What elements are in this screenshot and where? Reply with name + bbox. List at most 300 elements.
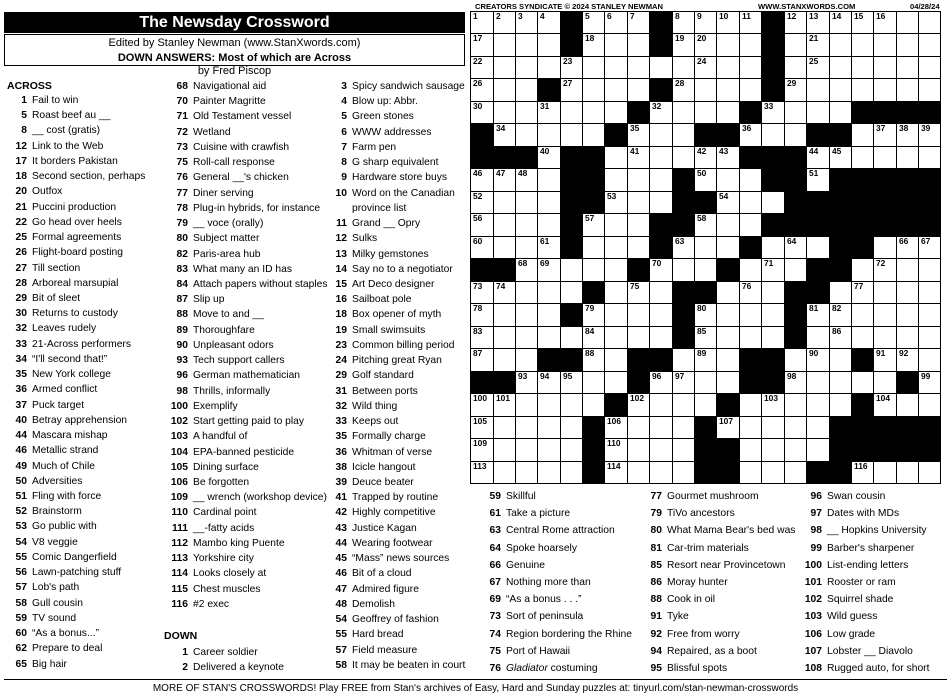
grid-cell[interactable]	[604, 281, 628, 304]
clue-item[interactable]	[164, 369, 300, 382]
clue-item[interactable]	[7, 429, 108, 442]
grid-cell[interactable]	[649, 281, 673, 304]
grid-cell[interactable]	[896, 461, 919, 484]
clue-item[interactable]	[327, 308, 441, 321]
grid-cell[interactable]	[672, 461, 695, 484]
clue-item[interactable]	[638, 524, 795, 537]
clue-item[interactable]	[327, 430, 426, 443]
grid-cell[interactable]	[784, 11, 807, 34]
clue-item[interactable]	[327, 156, 438, 169]
grid-cell[interactable]	[694, 11, 717, 34]
grid-cell[interactable]	[470, 78, 494, 102]
grid-cell[interactable]	[896, 326, 919, 349]
grid-cell[interactable]	[627, 191, 650, 214]
grid-cell[interactable]	[918, 281, 941, 304]
grid-cell[interactable]	[649, 303, 673, 327]
grid-cell[interactable]	[873, 146, 897, 169]
grid-cell[interactable]	[604, 236, 628, 259]
clue-item[interactable]	[7, 490, 101, 503]
grid-cell[interactable]	[694, 33, 717, 57]
grid-cell[interactable]	[918, 461, 941, 484]
clue-item[interactable]	[164, 522, 254, 535]
grid-cell[interactable]	[829, 78, 852, 102]
grid-cell[interactable]	[627, 303, 650, 327]
clue-item[interactable]	[327, 141, 396, 154]
grid-cell[interactable]	[873, 461, 897, 484]
clue-item[interactable]	[327, 491, 438, 504]
grid-cell[interactable]	[649, 168, 673, 192]
grid-cell[interactable]	[672, 33, 695, 57]
grid-cell[interactable]	[515, 101, 538, 124]
grid-cell[interactable]	[515, 438, 538, 462]
grid-cell[interactable]	[761, 416, 785, 439]
clue-item[interactable]	[327, 659, 465, 672]
clue-item[interactable]	[481, 576, 591, 589]
grid-cell[interactable]	[604, 146, 628, 169]
clue-item[interactable]	[481, 628, 632, 641]
clue-item[interactable]	[164, 415, 304, 428]
grid-cell[interactable]	[493, 78, 516, 102]
clue-item[interactable]	[638, 576, 728, 589]
clue-item[interactable]	[638, 645, 757, 658]
grid-cell[interactable]	[806, 303, 830, 327]
grid-cell[interactable]	[829, 326, 852, 349]
grid-cell[interactable]	[716, 416, 740, 439]
grid-cell[interactable]	[784, 123, 807, 147]
grid-cell[interactable]	[493, 123, 516, 147]
grid-cell[interactable]	[560, 56, 583, 79]
grid-cell[interactable]	[739, 168, 762, 192]
grid-cell[interactable]	[896, 123, 919, 147]
grid-cell[interactable]	[582, 33, 605, 57]
grid-cell[interactable]	[739, 191, 762, 214]
grid-cell[interactable]	[918, 348, 941, 372]
grid-cell[interactable]	[672, 146, 695, 169]
grid-cell[interactable]	[784, 56, 807, 79]
clue-item[interactable]	[327, 95, 418, 108]
grid-cell[interactable]	[829, 146, 852, 169]
clue-item[interactable]	[481, 610, 583, 623]
grid-cell[interactable]	[493, 11, 516, 34]
grid-cell[interactable]	[873, 348, 897, 372]
clue-item[interactable]	[164, 385, 270, 398]
clue-item[interactable]	[7, 505, 82, 518]
grid-cell[interactable]	[515, 281, 538, 304]
clue-item[interactable]	[638, 610, 689, 623]
clue-item[interactable]	[796, 542, 914, 555]
clue-item[interactable]	[164, 308, 264, 321]
grid-cell[interactable]	[851, 78, 874, 102]
clue-item[interactable]	[327, 567, 412, 580]
clue-item[interactable]	[164, 476, 249, 489]
clue-item[interactable]	[164, 552, 254, 565]
clue-item[interactable]	[327, 644, 417, 657]
clue-item[interactable]	[796, 559, 908, 572]
clue-item[interactable]	[164, 354, 285, 367]
clue-item[interactable]	[164, 278, 328, 291]
clue-item[interactable]	[7, 368, 111, 381]
clue-item[interactable]	[327, 506, 436, 519]
grid-cell[interactable]	[873, 33, 897, 57]
grid-cell[interactable]	[716, 168, 740, 192]
clue-item[interactable]	[164, 430, 247, 443]
grid-cell[interactable]	[515, 236, 538, 259]
clue-item[interactable]	[7, 551, 117, 564]
grid-cell[interactable]	[515, 213, 538, 237]
grid-cell[interactable]	[806, 146, 830, 169]
clue-item[interactable]	[327, 461, 416, 474]
clue-item[interactable]	[7, 277, 118, 290]
clue-item[interactable]	[7, 201, 116, 214]
grid-cell[interactable]	[694, 393, 717, 417]
grid-cell[interactable]	[829, 348, 852, 372]
grid-cell[interactable]	[604, 258, 628, 282]
clue-item[interactable]	[796, 490, 885, 503]
grid-cell[interactable]	[739, 438, 762, 462]
grid-cell[interactable]	[627, 438, 650, 462]
grid-cell[interactable]	[784, 438, 807, 462]
grid-cell[interactable]	[896, 348, 919, 372]
clue-item[interactable]	[164, 187, 254, 200]
clue-item[interactable]	[7, 338, 131, 351]
grid-cell[interactable]	[784, 371, 807, 394]
clue-item[interactable]	[327, 628, 404, 641]
grid-cell[interactable]	[761, 236, 785, 259]
grid-cell[interactable]	[694, 78, 717, 102]
grid-cell[interactable]	[918, 33, 941, 57]
grid-cell[interactable]	[806, 56, 830, 79]
grid-cell[interactable]	[537, 11, 561, 34]
grid-cell[interactable]	[918, 78, 941, 102]
grid-cell[interactable]	[851, 56, 874, 79]
grid-cell[interactable]	[493, 393, 516, 417]
clue-item[interactable]	[327, 369, 414, 382]
grid-cell[interactable]	[649, 123, 673, 147]
grid-cell[interactable]	[896, 78, 919, 102]
clue-item[interactable]	[481, 645, 570, 658]
grid-cell[interactable]	[470, 213, 494, 237]
grid-cell[interactable]	[560, 78, 583, 102]
grid-cell[interactable]	[716, 371, 740, 394]
clue-item[interactable]	[164, 263, 292, 276]
clue-item[interactable]	[164, 141, 289, 154]
grid-cell[interactable]	[873, 371, 897, 394]
grid-cell[interactable]	[604, 101, 628, 124]
grid-cell[interactable]	[784, 33, 807, 57]
grid-cell[interactable]	[806, 348, 830, 372]
grid-cell[interactable]	[918, 236, 941, 259]
grid-cell[interactable]	[582, 123, 605, 147]
grid-cell[interactable]	[918, 123, 941, 147]
clue-item[interactable]	[327, 263, 453, 276]
grid-cell[interactable]	[470, 11, 494, 34]
grid-cell[interactable]	[649, 191, 673, 214]
grid-cell[interactable]	[806, 326, 830, 349]
clue-item[interactable]	[7, 94, 78, 107]
grid-cell[interactable]	[493, 236, 516, 259]
grid-cell[interactable]	[649, 101, 673, 124]
grid-cell[interactable]	[604, 33, 628, 57]
grid-cell[interactable]	[873, 303, 897, 327]
grid-cell[interactable]	[829, 393, 852, 417]
grid-cell[interactable]	[537, 146, 561, 169]
grid-cell[interactable]	[739, 326, 762, 349]
grid-cell[interactable]	[716, 101, 740, 124]
grid-cell[interactable]	[694, 371, 717, 394]
grid-cell[interactable]	[851, 326, 874, 349]
grid-cell[interactable]	[918, 146, 941, 169]
grid-cell[interactable]	[896, 303, 919, 327]
grid-cell[interactable]	[537, 258, 561, 282]
clue-item[interactable]	[164, 232, 259, 245]
grid-cell[interactable]	[761, 461, 785, 484]
grid-cell[interactable]	[515, 258, 538, 282]
grid-cell[interactable]	[694, 56, 717, 79]
grid-cell[interactable]	[582, 78, 605, 102]
grid-cell[interactable]	[493, 461, 516, 484]
grid-cell[interactable]	[918, 393, 941, 417]
clue-item[interactable]	[7, 124, 100, 137]
grid-cell[interactable]	[739, 33, 762, 57]
grid-cell[interactable]	[582, 213, 605, 237]
grid-cell[interactable]	[604, 371, 628, 394]
grid-cell[interactable]	[806, 393, 830, 417]
clue-item[interactable]	[164, 661, 284, 674]
grid-cell[interactable]	[560, 371, 583, 394]
grid-cell[interactable]	[515, 326, 538, 349]
grid-cell[interactable]	[515, 56, 538, 79]
grid-cell[interactable]	[560, 258, 583, 282]
grid-cell[interactable]	[493, 191, 516, 214]
grid-cell[interactable]	[896, 33, 919, 57]
grid-cell[interactable]	[470, 56, 494, 79]
grid-cell[interactable]	[918, 326, 941, 349]
grid-cell[interactable]	[739, 213, 762, 237]
grid-cell[interactable]	[739, 258, 762, 282]
grid-cell[interactable]	[627, 281, 650, 304]
grid-cell[interactable]	[493, 438, 516, 462]
grid-cell[interactable]	[694, 236, 717, 259]
grid-cell[interactable]	[470, 33, 494, 57]
grid-cell[interactable]	[493, 281, 516, 304]
grid-cell[interactable]	[604, 78, 628, 102]
grid-cell[interactable]	[515, 11, 538, 34]
grid-cell[interactable]	[515, 393, 538, 417]
clue-item[interactable]	[7, 170, 145, 183]
grid-cell[interactable]	[739, 11, 762, 34]
clue-item[interactable]	[164, 491, 327, 504]
grid-cell[interactable]	[829, 303, 852, 327]
grid-cell[interactable]	[627, 78, 650, 102]
grid-cell[interactable]	[716, 348, 740, 372]
grid-cell[interactable]	[873, 123, 897, 147]
grid-cell[interactable]	[537, 461, 561, 484]
grid-cell[interactable]	[470, 416, 494, 439]
grid-cell[interactable]	[761, 191, 785, 214]
clue-item[interactable]	[7, 475, 82, 488]
grid-cell[interactable]	[627, 11, 650, 34]
grid-cell[interactable]	[537, 303, 561, 327]
grid-cell[interactable]	[761, 123, 785, 147]
grid-cell[interactable]	[515, 33, 538, 57]
grid-cell[interactable]	[515, 123, 538, 147]
clue-item[interactable]	[638, 628, 740, 641]
clue-item[interactable]	[327, 400, 397, 413]
grid-cell[interactable]	[582, 11, 605, 34]
grid-cell[interactable]	[537, 236, 561, 259]
grid-cell[interactable]	[604, 168, 628, 192]
grid-cell[interactable]	[716, 78, 740, 102]
grid-cell[interactable]	[537, 371, 561, 394]
grid-cell[interactable]	[560, 101, 583, 124]
grid-cell[interactable]	[493, 101, 516, 124]
clue-item[interactable]	[481, 507, 570, 520]
clue-item[interactable]	[327, 171, 447, 184]
grid-cell[interactable]	[515, 78, 538, 102]
clue-item[interactable]	[796, 662, 929, 675]
clue-item[interactable]	[164, 126, 231, 139]
grid-cell[interactable]	[784, 416, 807, 439]
grid-cell[interactable]	[873, 11, 897, 34]
grid-cell[interactable]	[829, 11, 852, 34]
grid-cell[interactable]	[851, 371, 874, 394]
grid-cell[interactable]	[604, 303, 628, 327]
grid-cell[interactable]	[829, 101, 852, 124]
grid-cell[interactable]	[627, 146, 650, 169]
grid-cell[interactable]	[716, 326, 740, 349]
clue-item[interactable]	[796, 507, 899, 520]
clue-item[interactable]	[327, 476, 414, 489]
grid-cell[interactable]	[851, 146, 874, 169]
grid-cell[interactable]	[649, 416, 673, 439]
clue-item[interactable]	[638, 490, 759, 503]
grid-cell[interactable]	[560, 438, 583, 462]
clue-item[interactable]	[327, 232, 377, 245]
clue-item[interactable]	[327, 613, 439, 626]
clue-item[interactable]	[7, 460, 95, 473]
grid-cell[interactable]	[694, 213, 717, 237]
grid-cell[interactable]	[672, 56, 695, 79]
clue-item[interactable]	[164, 171, 289, 184]
clue-item[interactable]	[164, 248, 261, 261]
grid-cell[interactable]	[694, 101, 717, 124]
grid-cell[interactable]	[515, 461, 538, 484]
grid-cell[interactable]	[515, 371, 538, 394]
grid-cell[interactable]	[806, 168, 830, 192]
clue-item[interactable]	[327, 522, 417, 535]
grid-cell[interactable]	[515, 348, 538, 372]
clue-item[interactable]	[327, 446, 432, 459]
grid-cell[interactable]	[739, 416, 762, 439]
clue-item[interactable]	[481, 593, 582, 606]
grid-cell[interactable]	[560, 416, 583, 439]
grid-cell[interactable]	[829, 33, 852, 57]
clue-item[interactable]	[638, 593, 715, 606]
clue-item[interactable]	[164, 80, 266, 93]
grid-cell[interactable]	[470, 461, 494, 484]
grid-cell[interactable]	[537, 168, 561, 192]
grid-cell[interactable]	[784, 101, 807, 124]
grid-cell[interactable]	[627, 393, 650, 417]
clue-item[interactable]	[164, 567, 266, 580]
clue-item[interactable]	[327, 80, 465, 93]
grid-cell[interactable]	[604, 326, 628, 349]
grid-cell[interactable]	[515, 416, 538, 439]
grid-cell[interactable]	[470, 326, 494, 349]
grid-cell[interactable]	[896, 56, 919, 79]
grid-cell[interactable]	[784, 236, 807, 259]
grid-cell[interactable]	[649, 258, 673, 282]
clue-item[interactable]	[164, 598, 229, 611]
clue-item[interactable]	[164, 506, 257, 519]
grid-cell[interactable]	[851, 123, 874, 147]
grid-cell[interactable]	[537, 56, 561, 79]
grid-cell[interactable]	[672, 258, 695, 282]
clue-item[interactable]	[164, 537, 285, 550]
grid-cell[interactable]	[851, 11, 874, 34]
clue-item[interactable]	[327, 248, 429, 261]
grid-cell[interactable]	[604, 56, 628, 79]
clue-item[interactable]	[164, 217, 263, 230]
grid-cell[interactable]	[761, 258, 785, 282]
clue-item[interactable]	[164, 583, 261, 596]
clue-item[interactable]	[327, 126, 432, 139]
grid-cell[interactable]	[537, 393, 561, 417]
clue-item[interactable]	[796, 524, 927, 537]
grid-cell[interactable]	[716, 303, 740, 327]
grid-cell[interactable]	[672, 416, 695, 439]
grid-cell[interactable]	[806, 78, 830, 102]
grid-cell[interactable]	[851, 33, 874, 57]
grid-cell[interactable]	[896, 281, 919, 304]
grid-cell[interactable]	[470, 168, 494, 192]
grid-cell[interactable]	[649, 371, 673, 394]
grid-cell[interactable]	[582, 348, 605, 372]
grid-cell[interactable]	[537, 416, 561, 439]
clue-item[interactable]	[7, 566, 121, 579]
clue-item[interactable]	[327, 415, 398, 428]
clue-item[interactable]	[7, 520, 97, 533]
clue-item[interactable]	[638, 559, 785, 572]
clue-item[interactable]	[481, 542, 577, 555]
grid-cell[interactable]	[873, 258, 897, 282]
clue-item[interactable]	[327, 293, 412, 306]
grid-cell[interactable]	[493, 168, 516, 192]
clue-item[interactable]	[164, 646, 258, 659]
grid-cell[interactable]	[672, 438, 695, 462]
grid-cell[interactable]	[627, 56, 650, 79]
grid-cell[interactable]	[806, 438, 830, 462]
clue-item[interactable]	[481, 662, 598, 675]
grid-cell[interactable]	[761, 101, 785, 124]
grid-cell[interactable]	[649, 146, 673, 169]
grid-cell[interactable]	[784, 393, 807, 417]
grid-cell[interactable]	[806, 371, 830, 394]
clue-item[interactable]	[164, 110, 291, 123]
grid-cell[interactable]	[493, 303, 516, 327]
clue-item[interactable]	[327, 339, 454, 352]
grid-cell[interactable]	[604, 348, 628, 372]
clue-item[interactable]	[7, 231, 121, 244]
grid-cell[interactable]	[739, 56, 762, 79]
clue-item[interactable]	[327, 537, 433, 550]
grid-cell[interactable]	[918, 371, 941, 394]
grid-cell[interactable]	[470, 348, 494, 372]
clue-item[interactable]	[327, 385, 418, 398]
clue-item[interactable]	[7, 612, 76, 625]
grid-cell[interactable]	[716, 11, 740, 34]
grid-cell[interactable]	[806, 33, 830, 57]
